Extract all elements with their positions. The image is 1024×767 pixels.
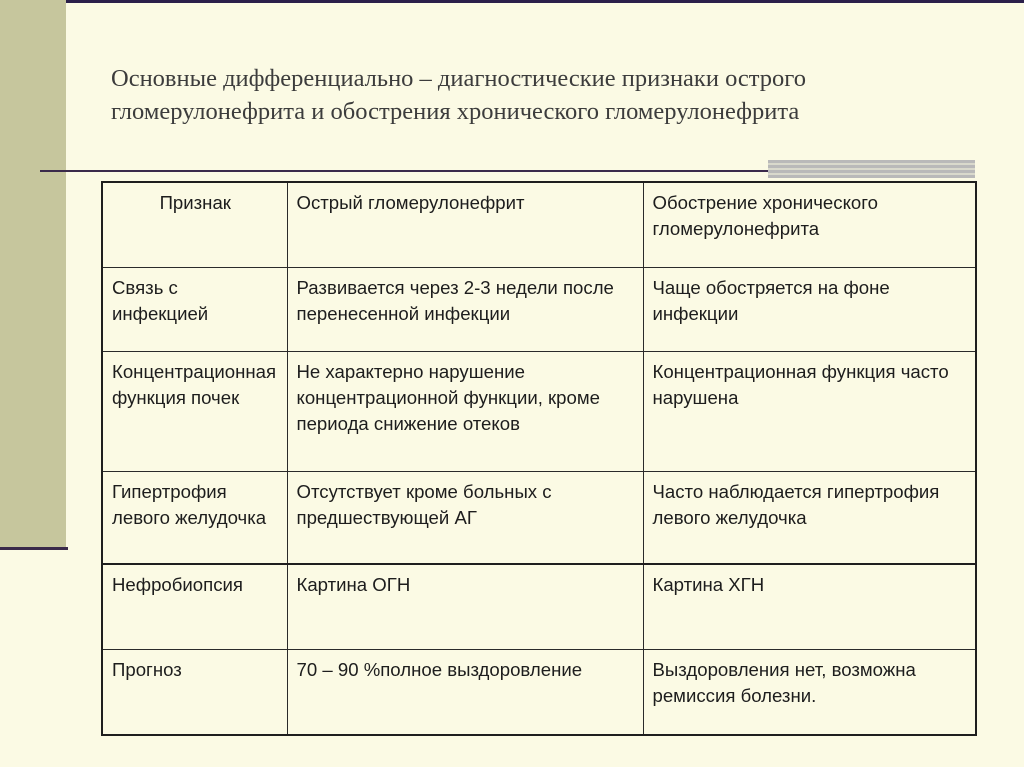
top-border-line — [0, 0, 1024, 3]
table-row — [102, 564, 976, 649]
row-acute-cell: Отсутствует кроме больных с предшествующей АГ — [287, 471, 643, 564]
slide-title-line-1: Основные дифференциально – диагностические признаки острого — [111, 65, 806, 92]
row-sign-cell: Гипертрофия левого желудочка — [102, 471, 287, 564]
table-header-row — [102, 182, 976, 267]
row-chronic-cell: Концентрационная функция часто нарушена — [643, 351, 976, 471]
table-row — [102, 649, 976, 735]
table-row — [102, 267, 976, 351]
row-chronic-cell: Выздоровления нет, возможна ремиссия болезни. — [643, 649, 976, 735]
row-chronic-cell: Картина ХГН — [643, 564, 976, 649]
header-sign: Признак — [102, 182, 287, 267]
row-acute-cell: Картина ОГН — [287, 564, 643, 649]
header-chronic-exacerbation: Обострение хронического гломерулонефрита — [643, 182, 976, 267]
row-sign-cell: Концентрационная функция почек — [102, 351, 287, 471]
slide-title — [111, 62, 961, 128]
row-acute-cell: Развивается через 2-3 недели после перенесенной инфекции — [287, 267, 643, 351]
row-sign-cell: Нефробиопсия — [102, 564, 287, 649]
slide-title-line-2: гломерулонефрита и обострения хронического гломерулонефрита — [111, 98, 800, 125]
row-sign-cell: Связь с инфекцией — [102, 267, 287, 351]
header-acute: Острый гломерулонефрит — [287, 182, 643, 267]
left-decorative-band — [0, 0, 66, 548]
table-row — [102, 471, 976, 564]
row-chronic-cell: Чаще обостряется на фоне инфекции — [643, 267, 976, 351]
comparison-table — [101, 181, 977, 736]
row-chronic-cell: Часто наблюдается гипертрофия левого желудочка — [643, 471, 976, 564]
table-row — [102, 351, 976, 471]
left-band-underline — [0, 547, 68, 550]
row-acute-cell: Не характерно нарушение концентрационной функции, кроме периода снижение отеков — [287, 351, 643, 471]
decorative-grey-bar — [768, 160, 975, 178]
row-sign-cell: Прогноз — [102, 649, 287, 735]
row-acute-cell: 70 – 90 %полное выздоровление — [287, 649, 643, 735]
